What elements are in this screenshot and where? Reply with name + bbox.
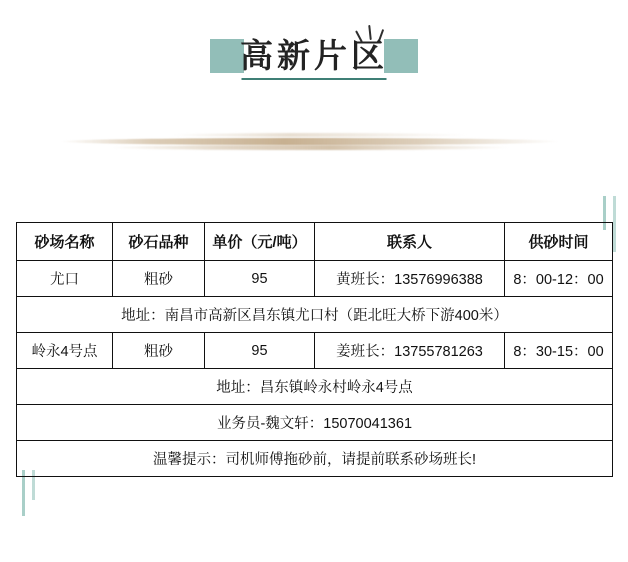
table-row-notice: [17, 441, 613, 477]
brush-divider: [50, 128, 570, 162]
decor-bar-top-right-2: [613, 196, 616, 252]
cell-salesperson: 业务员-魏文轩：15070041361: [17, 405, 613, 441]
sand-yard-table: [16, 222, 613, 477]
page-title: 高新片区: [240, 37, 388, 74]
sand-yard-table-wrapper: [16, 222, 612, 477]
table-row-address: [17, 297, 613, 333]
column-header-unit-price: 单价（元/吨）: [205, 223, 315, 261]
table-row: [17, 261, 613, 297]
column-header-sand-type: 砂石品种: [113, 223, 205, 261]
cell-sand-type: 粗砂: [113, 333, 205, 369]
cell-contact: 姜班长：13755781263: [315, 333, 505, 369]
table-row: [17, 333, 613, 369]
cell-supply-time: 8：00-12：00: [505, 261, 613, 297]
page-header: [0, 0, 628, 120]
title-block: [0, 36, 628, 76]
cell-unit-price: 95: [205, 261, 315, 297]
column-header-yard-name: 砂场名称: [17, 223, 113, 261]
table-row-salesperson: [17, 405, 613, 441]
cell-supply-time: 8：30-15：00: [505, 333, 613, 369]
column-header-contact: 联系人: [315, 223, 505, 261]
cell-yard-name: 岭永4号点: [17, 333, 113, 369]
table-row-address: [17, 369, 613, 405]
cell-contact: 黄班长：13576996388: [315, 261, 505, 297]
cell-address: 地址：昌东镇岭永村岭永4号点: [17, 369, 613, 405]
cell-yard-name: 尤口: [17, 261, 113, 297]
cell-notice: 温馨提示：司机师傅拖砂前，请提前联系砂场班长!: [17, 441, 613, 477]
cell-address: 地址：南昌市高新区昌东镇尤口村（距北旺大桥下游400米）: [17, 297, 613, 333]
table-header-row: [17, 223, 613, 261]
title-underline: [242, 78, 387, 80]
column-header-supply-time: 供砂时间: [505, 223, 613, 261]
cell-sand-type: 粗砂: [113, 261, 205, 297]
cell-unit-price: 95: [205, 333, 315, 369]
